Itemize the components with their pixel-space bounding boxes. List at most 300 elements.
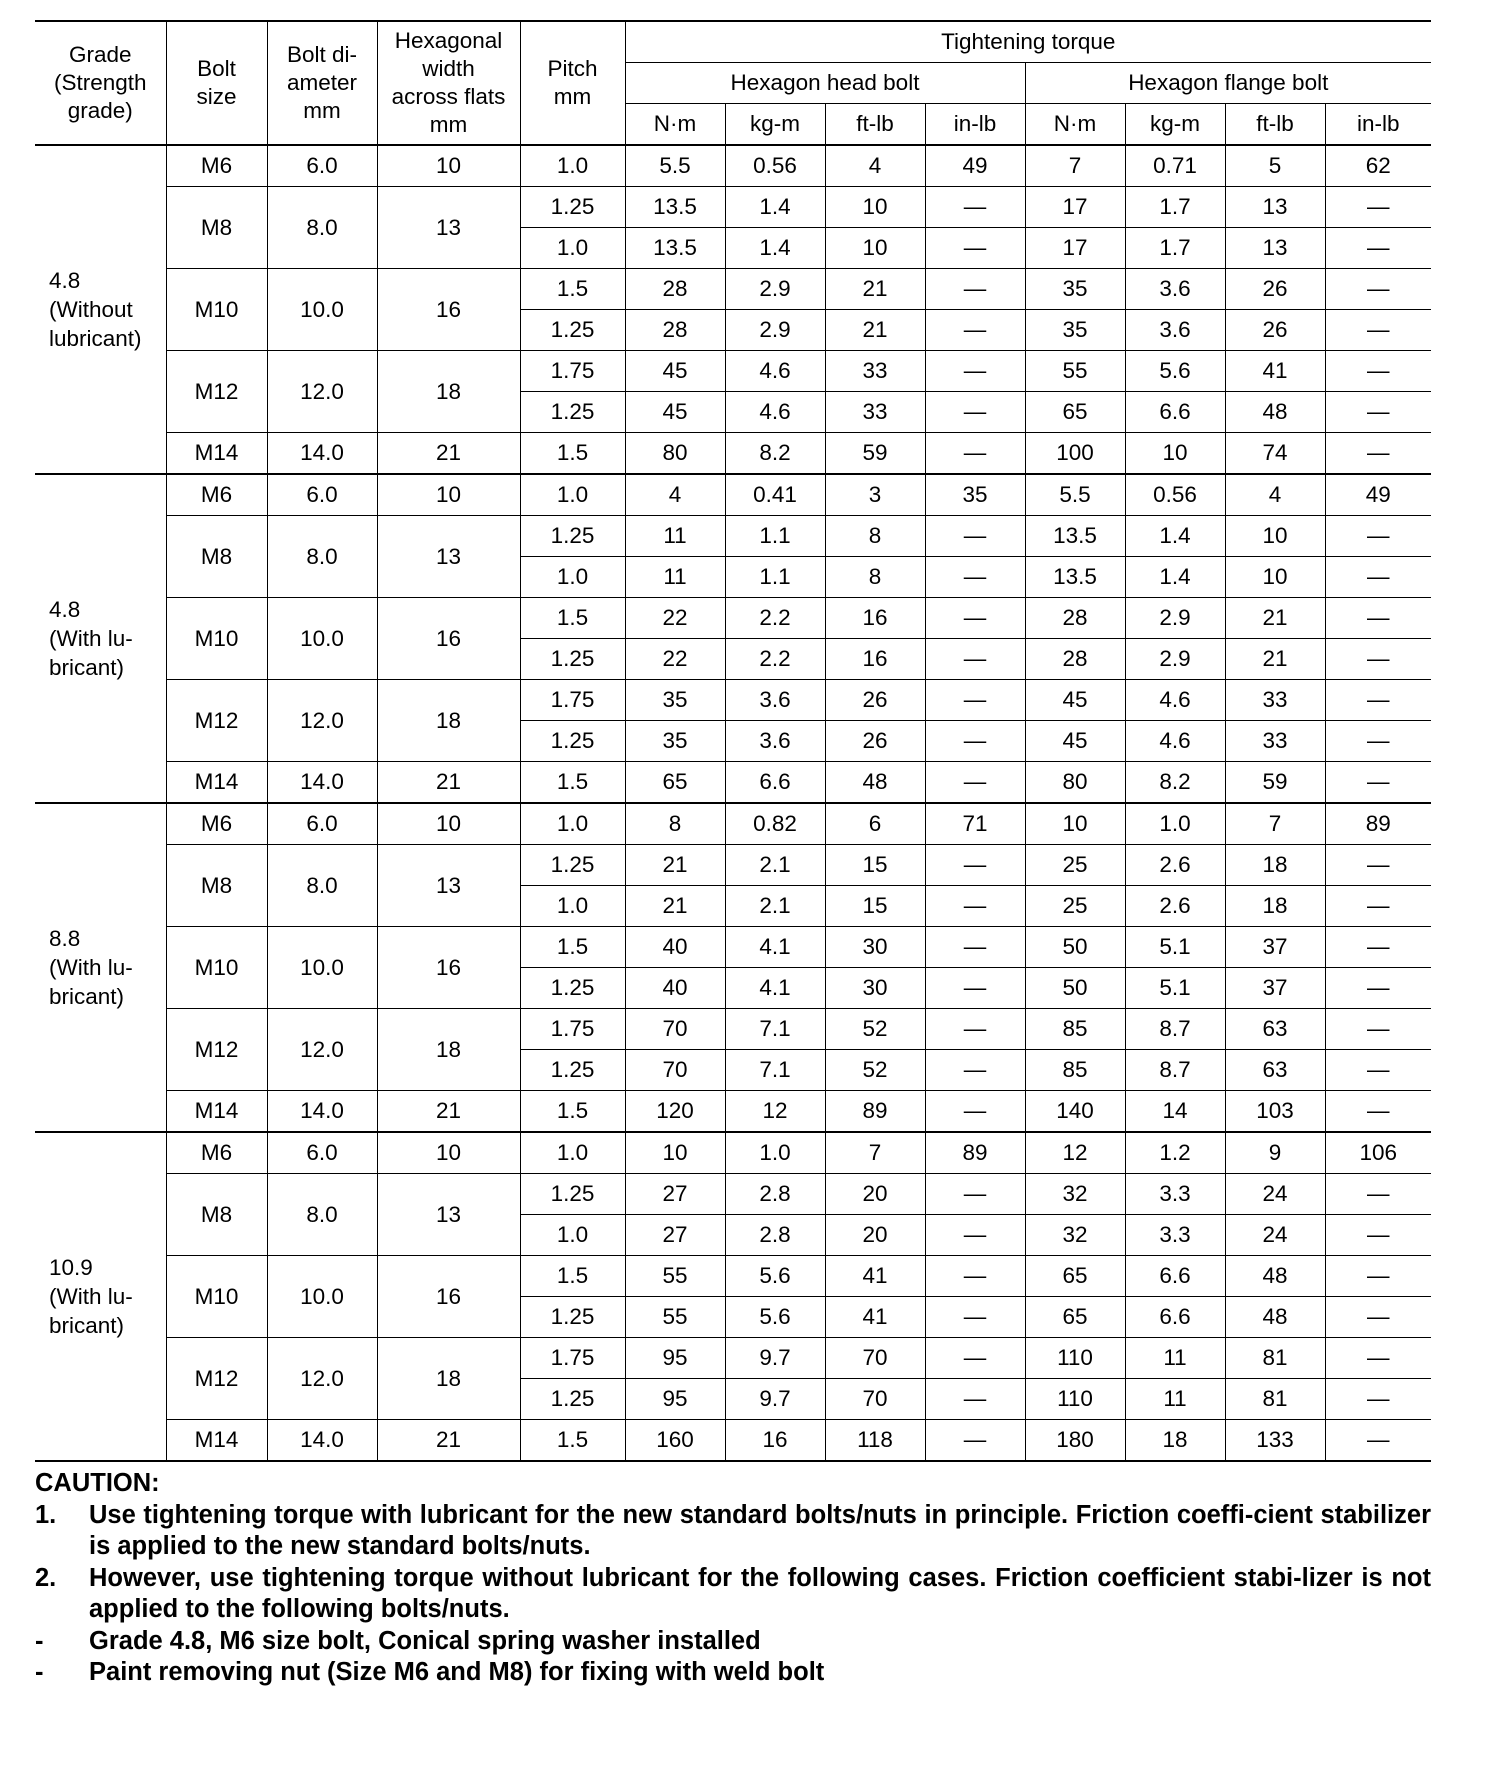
flange-nm-cell: 100 <box>1025 433 1125 475</box>
flange-inlb-cell: — <box>1325 721 1431 762</box>
bolt-diameter-cell: 10.0 <box>267 269 377 351</box>
flange-nm-cell: 13.5 <box>1025 516 1125 557</box>
head-inlb-cell: — <box>925 1009 1025 1050</box>
head-nm-cell: 22 <box>625 598 725 639</box>
flange-nm-cell: 5.5 <box>1025 474 1125 516</box>
pitch-cell: 1.5 <box>520 1256 625 1297</box>
flange-ftlb-cell: 24 <box>1225 1174 1325 1215</box>
bolt-size-cell: M6 <box>166 145 267 187</box>
head-nm-cell: 55 <box>625 1297 725 1338</box>
head-inlb-cell: — <box>925 516 1025 557</box>
head-nm-cell: 95 <box>625 1379 725 1420</box>
caution-item-marker: 1. <box>35 1500 57 1529</box>
flange-ftlb-cell: 33 <box>1225 680 1325 721</box>
head-kgm-cell: 1.4 <box>725 228 825 269</box>
flange-ftlb-cell: 21 <box>1225 598 1325 639</box>
hex-width-cell: 21 <box>377 1091 520 1133</box>
flange-nm-cell: 25 <box>1025 886 1125 927</box>
bolt-size-cell: M6 <box>166 474 267 516</box>
table-row <box>35 762 1431 804</box>
head-inlb-cell: 71 <box>925 803 1025 845</box>
head-kgm-cell: 1.1 <box>725 516 825 557</box>
flange-ftlb-cell: 81 <box>1225 1379 1325 1420</box>
head-ftlb-cell: 52 <box>825 1050 925 1091</box>
head-nm-cell: 21 <box>625 886 725 927</box>
flange-inlb-cell: — <box>1325 392 1431 433</box>
head-inlb-cell: — <box>925 639 1025 680</box>
table-row <box>35 474 1431 516</box>
grade-group <box>35 803 1431 1132</box>
head-kgm-cell: 8.2 <box>725 433 825 475</box>
header-bolt-diameter: Bolt di- ameter mm <box>267 21 377 145</box>
pitch-cell: 1.5 <box>520 762 625 804</box>
head-kgm-cell: 2.1 <box>725 886 825 927</box>
table-row <box>35 187 1431 228</box>
flange-kgm-cell: 1.0 <box>1125 803 1225 845</box>
flange-ftlb-cell: 81 <box>1225 1338 1325 1379</box>
flange-inlb-cell: 62 <box>1325 145 1431 187</box>
head-inlb-cell: — <box>925 762 1025 804</box>
hex-width-cell: 21 <box>377 1420 520 1462</box>
head-inlb-cell: — <box>925 1256 1025 1297</box>
pitch-cell: 1.75 <box>520 680 625 721</box>
flange-nm-cell: 35 <box>1025 269 1125 310</box>
flange-ftlb-cell: 37 <box>1225 968 1325 1009</box>
flange-inlb-cell: — <box>1325 516 1431 557</box>
head-inlb-cell: — <box>925 1379 1025 1420</box>
head-nm-cell: 40 <box>625 927 725 968</box>
flange-kgm-cell: 11 <box>1125 1379 1225 1420</box>
flange-nm-cell: 140 <box>1025 1091 1125 1133</box>
flange-ftlb-cell: 33 <box>1225 721 1325 762</box>
pitch-cell: 1.5 <box>520 927 625 968</box>
head-ftlb-cell: 26 <box>825 721 925 762</box>
bolt-size-cell: M6 <box>166 803 267 845</box>
unit-flange-kgm: kg-m <box>1125 104 1225 146</box>
flange-kgm-cell: 1.4 <box>1125 516 1225 557</box>
header-hexagon-head-bolt: Hexagon head bolt <box>625 63 1025 104</box>
flange-nm-cell: 32 <box>1025 1174 1125 1215</box>
table-row <box>35 1420 1431 1462</box>
flange-kgm-cell: 3.3 <box>1125 1174 1225 1215</box>
pitch-cell: 1.25 <box>520 968 625 1009</box>
bolt-size-cell: M10 <box>166 598 267 680</box>
pitch-cell: 1.5 <box>520 1420 625 1462</box>
flange-ftlb-cell: 10 <box>1225 516 1325 557</box>
flange-ftlb-cell: 21 <box>1225 639 1325 680</box>
head-ftlb-cell: 15 <box>825 845 925 886</box>
flange-ftlb-cell: 5 <box>1225 145 1325 187</box>
caution-item-text: Paint removing nut (Size M6 and M8) for fixing with weld bolt <box>89 1658 825 1686</box>
head-ftlb-cell: 20 <box>825 1215 925 1256</box>
hex-width-cell: 16 <box>377 598 520 680</box>
flange-kgm-cell: 0.71 <box>1125 145 1225 187</box>
hex-width-cell: 16 <box>377 1256 520 1338</box>
head-ftlb-cell: 59 <box>825 433 925 475</box>
grade-line: 4.8 <box>49 597 81 622</box>
pitch-cell: 1.75 <box>520 1009 625 1050</box>
flange-ftlb-cell: 74 <box>1225 433 1325 475</box>
head-inlb-cell: — <box>925 1297 1025 1338</box>
hex-width-cell: 13 <box>377 1174 520 1256</box>
head-kgm-cell: 4.6 <box>725 392 825 433</box>
caution-title: CAUTION: <box>35 1469 160 1497</box>
head-inlb-cell: — <box>925 1215 1025 1256</box>
head-kgm-cell: 2.8 <box>725 1215 825 1256</box>
flange-nm-cell: 25 <box>1025 845 1125 886</box>
bolt-size-cell: M14 <box>166 1091 267 1133</box>
flange-ftlb-cell: 7 <box>1225 803 1325 845</box>
pitch-cell: 1.25 <box>520 845 625 886</box>
head-ftlb-cell: 16 <box>825 639 925 680</box>
bolt-size-cell: M10 <box>166 927 267 1009</box>
flange-ftlb-cell: 103 <box>1225 1091 1325 1133</box>
head-ftlb-cell: 52 <box>825 1009 925 1050</box>
head-ftlb-cell: 70 <box>825 1379 925 1420</box>
bolt-diameter-cell: 8.0 <box>267 845 377 927</box>
flange-inlb-cell: — <box>1325 310 1431 351</box>
grade-line: (With lu- <box>49 1284 133 1309</box>
hex-width-cell: 18 <box>377 1009 520 1091</box>
head-nm-cell: 80 <box>625 433 725 475</box>
pitch-cell: 1.25 <box>520 1379 625 1420</box>
flange-kgm-cell: 2.6 <box>1125 845 1225 886</box>
caution-item-marker: 2. <box>35 1563 57 1592</box>
pitch-cell: 1.0 <box>520 803 625 845</box>
bolt-diameter-cell: 6.0 <box>267 1132 377 1174</box>
head-inlb-cell: 35 <box>925 474 1025 516</box>
torque-spec-sheet <box>35 20 1431 1689</box>
head-ftlb-cell: 8 <box>825 516 925 557</box>
flange-ftlb-cell: 26 <box>1225 269 1325 310</box>
caution-item-marker: - <box>35 1658 44 1686</box>
flange-inlb-cell: 89 <box>1325 803 1431 845</box>
head-kgm-cell: 5.6 <box>725 1256 825 1297</box>
head-inlb-cell: — <box>925 721 1025 762</box>
flange-ftlb-cell: 48 <box>1225 1297 1325 1338</box>
flange-kgm-cell: 5.6 <box>1125 351 1225 392</box>
flange-kgm-cell: 6.6 <box>1125 1297 1225 1338</box>
hex-width-cell: 18 <box>377 351 520 433</box>
flange-nm-cell: 50 <box>1025 927 1125 968</box>
head-nm-cell: 45 <box>625 392 725 433</box>
head-inlb-cell: — <box>925 968 1025 1009</box>
bolt-size-cell: M12 <box>166 1009 267 1091</box>
flange-ftlb-cell: 13 <box>1225 187 1325 228</box>
grade-line: 4.8 <box>49 268 81 293</box>
head-nm-cell: 28 <box>625 310 725 351</box>
flange-kgm-cell: 6.6 <box>1125 1256 1225 1297</box>
flange-ftlb-cell: 59 <box>1225 762 1325 804</box>
caution-item-marker: - <box>35 1626 44 1655</box>
flange-kgm-cell: 3.3 <box>1125 1215 1225 1256</box>
head-inlb-cell: 89 <box>925 1132 1025 1174</box>
caution-item <box>35 1657 1431 1689</box>
flange-nm-cell: 35 <box>1025 310 1125 351</box>
flange-inlb-cell: — <box>1325 557 1431 598</box>
flange-inlb-cell: 106 <box>1325 1132 1431 1174</box>
bolt-size-cell: M8 <box>166 1174 267 1256</box>
hex-width-cell: 18 <box>377 1338 520 1420</box>
flange-kgm-cell: 8.7 <box>1125 1009 1225 1050</box>
unit-head-nm: N·m <box>625 104 725 146</box>
hex-width-cell: 10 <box>377 474 520 516</box>
bolt-diameter-cell: 6.0 <box>267 803 377 845</box>
head-nm-cell: 40 <box>625 968 725 1009</box>
unit-flange-ftlb: ft-lb <box>1225 104 1325 146</box>
grade-line: bricant) <box>49 655 125 680</box>
head-nm-cell: 5.5 <box>625 145 725 187</box>
flange-nm-cell: 85 <box>1025 1050 1125 1091</box>
head-inlb-cell: — <box>925 392 1025 433</box>
table-row <box>35 1132 1431 1174</box>
head-kgm-cell: 4.6 <box>725 351 825 392</box>
flange-inlb-cell: — <box>1325 1009 1431 1050</box>
flange-nm-cell: 45 <box>1025 680 1125 721</box>
head-kgm-cell: 6.6 <box>725 762 825 804</box>
head-kgm-cell: 1.1 <box>725 557 825 598</box>
caution-item-text: Use tightening torque with lubricant for the new standard bolts/nuts in principle. Friction coeffi-cient stabilizer is applied to the new standard bolts/nuts. <box>89 1500 1431 1560</box>
hex-width-cell: 16 <box>377 269 520 351</box>
head-ftlb-cell: 48 <box>825 762 925 804</box>
flange-kgm-cell: 1.4 <box>1125 557 1225 598</box>
head-kgm-cell: 3.6 <box>725 680 825 721</box>
flange-kgm-cell: 2.6 <box>1125 886 1225 927</box>
unit-head-ftlb: ft-lb <box>825 104 925 146</box>
unit-flange-inlb: in-lb <box>1325 104 1431 146</box>
grade-line: 8.8 <box>49 926 81 951</box>
flange-kgm-cell: 4.6 <box>1125 721 1225 762</box>
flange-nm-cell: 28 <box>1025 639 1125 680</box>
header-hexagon-flange-bolt: Hexagon flange bolt <box>1025 63 1431 104</box>
caution-item-text: Grade 4.8, M6 size bolt, Conical spring washer installed <box>89 1626 761 1655</box>
caution-item <box>35 1563 1431 1626</box>
caution-item <box>35 1626 1431 1658</box>
grade-line: (With lu- <box>49 955 133 980</box>
pitch-cell: 1.5 <box>520 598 625 639</box>
head-nm-cell: 70 <box>625 1050 725 1091</box>
pitch-cell: 1.25 <box>520 187 625 228</box>
head-kgm-cell: 7.1 <box>725 1009 825 1050</box>
table-row <box>35 598 1431 639</box>
flange-nm-cell: 80 <box>1025 762 1125 804</box>
flange-ftlb-cell: 63 <box>1225 1009 1325 1050</box>
flange-kgm-cell: 6.6 <box>1125 392 1225 433</box>
head-inlb-cell: — <box>925 1420 1025 1462</box>
head-ftlb-cell: 41 <box>825 1297 925 1338</box>
head-kgm-cell: 4.1 <box>725 968 825 1009</box>
table-row <box>35 680 1431 721</box>
flange-inlb-cell: — <box>1325 228 1431 269</box>
table-row <box>35 1009 1431 1050</box>
grade-cell <box>35 145 166 474</box>
head-ftlb-cell: 30 <box>825 968 925 1009</box>
flange-ftlb-cell: 133 <box>1225 1420 1325 1462</box>
pitch-cell: 1.75 <box>520 351 625 392</box>
flange-inlb-cell: — <box>1325 269 1431 310</box>
head-kgm-cell: 2.9 <box>725 310 825 351</box>
bolt-size-cell: M8 <box>166 516 267 598</box>
head-ftlb-cell: 118 <box>825 1420 925 1462</box>
caution-section <box>35 1468 1431 1689</box>
bolt-diameter-cell: 8.0 <box>267 1174 377 1256</box>
pitch-cell: 1.0 <box>520 886 625 927</box>
bolt-diameter-cell: 14.0 <box>267 762 377 804</box>
head-nm-cell: 4 <box>625 474 725 516</box>
flange-ftlb-cell: 41 <box>1225 351 1325 392</box>
flange-kgm-cell: 8.2 <box>1125 762 1225 804</box>
hex-width-cell: 21 <box>377 433 520 475</box>
head-ftlb-cell: 15 <box>825 886 925 927</box>
grade-group <box>35 474 1431 803</box>
head-inlb-cell: — <box>925 886 1025 927</box>
flange-ftlb-cell: 37 <box>1225 927 1325 968</box>
head-nm-cell: 65 <box>625 762 725 804</box>
head-kgm-cell: 7.1 <box>725 1050 825 1091</box>
flange-ftlb-cell: 26 <box>1225 310 1325 351</box>
grade-line: (Without <box>49 297 133 322</box>
flange-kgm-cell: 1.2 <box>1125 1132 1225 1174</box>
flange-kgm-cell: 3.6 <box>1125 310 1225 351</box>
bolt-diameter-cell: 10.0 <box>267 598 377 680</box>
table-row <box>35 433 1431 475</box>
pitch-cell: 1.25 <box>520 1174 625 1215</box>
flange-kgm-cell: 11 <box>1125 1338 1225 1379</box>
head-kgm-cell: 16 <box>725 1420 825 1462</box>
head-nm-cell: 27 <box>625 1215 725 1256</box>
bolt-diameter-cell: 8.0 <box>267 187 377 269</box>
table-row <box>35 1174 1431 1215</box>
table-row <box>35 1091 1431 1133</box>
head-ftlb-cell: 89 <box>825 1091 925 1133</box>
table-row <box>35 145 1431 187</box>
head-inlb-cell: — <box>925 1174 1025 1215</box>
flange-nm-cell: 45 <box>1025 721 1125 762</box>
head-inlb-cell: — <box>925 927 1025 968</box>
head-inlb-cell: — <box>925 187 1025 228</box>
head-ftlb-cell: 3 <box>825 474 925 516</box>
head-inlb-cell: — <box>925 310 1025 351</box>
head-inlb-cell: — <box>925 269 1025 310</box>
unit-head-kgm: kg-m <box>725 104 825 146</box>
bolt-diameter-cell: 12.0 <box>267 1009 377 1091</box>
flange-ftlb-cell: 13 <box>1225 228 1325 269</box>
head-nm-cell: 10 <box>625 1132 725 1174</box>
table-row <box>35 1338 1431 1379</box>
bolt-size-cell: M6 <box>166 1132 267 1174</box>
head-kgm-cell: 1.0 <box>725 1132 825 1174</box>
flange-nm-cell: 17 <box>1025 187 1125 228</box>
head-ftlb-cell: 33 <box>825 392 925 433</box>
pitch-cell: 1.0 <box>520 228 625 269</box>
flange-inlb-cell: — <box>1325 886 1431 927</box>
flange-inlb-cell: — <box>1325 1050 1431 1091</box>
flange-kgm-cell: 14 <box>1125 1091 1225 1133</box>
grade-cell <box>35 1132 166 1461</box>
flange-inlb-cell: — <box>1325 1215 1431 1256</box>
hex-width-cell: 10 <box>377 145 520 187</box>
torque-table <box>35 20 1431 1462</box>
flange-nm-cell: 32 <box>1025 1215 1125 1256</box>
flange-inlb-cell: — <box>1325 762 1431 804</box>
grade-cell <box>35 474 166 803</box>
flange-inlb-cell: 49 <box>1325 474 1431 516</box>
flange-kgm-cell: 4.6 <box>1125 680 1225 721</box>
head-ftlb-cell: 41 <box>825 1256 925 1297</box>
flange-kgm-cell: 2.9 <box>1125 639 1225 680</box>
bolt-diameter-cell: 12.0 <box>267 351 377 433</box>
flange-nm-cell: 65 <box>1025 392 1125 433</box>
bolt-size-cell: M14 <box>166 433 267 475</box>
head-inlb-cell: 49 <box>925 145 1025 187</box>
pitch-cell: 1.5 <box>520 1091 625 1133</box>
flange-kgm-cell: 1.7 <box>1125 228 1225 269</box>
pitch-cell: 1.25 <box>520 639 625 680</box>
head-ftlb-cell: 30 <box>825 927 925 968</box>
pitch-cell: 1.0 <box>520 557 625 598</box>
head-kgm-cell: 5.6 <box>725 1297 825 1338</box>
head-nm-cell: 35 <box>625 721 725 762</box>
pitch-cell: 1.75 <box>520 1338 625 1379</box>
pitch-cell: 1.25 <box>520 1297 625 1338</box>
grade-line: 10.9 <box>49 1255 93 1280</box>
head-kgm-cell: 4.1 <box>725 927 825 968</box>
head-nm-cell: 27 <box>625 1174 725 1215</box>
flange-ftlb-cell: 10 <box>1225 557 1325 598</box>
pitch-cell: 1.25 <box>520 392 625 433</box>
table-row <box>35 845 1431 886</box>
head-ftlb-cell: 20 <box>825 1174 925 1215</box>
header-tightening-torque: Tightening torque <box>625 21 1431 63</box>
grade-group <box>35 145 1431 474</box>
grade-cell <box>35 803 166 1132</box>
head-nm-cell: 70 <box>625 1009 725 1050</box>
flange-nm-cell: 65 <box>1025 1297 1125 1338</box>
head-nm-cell: 21 <box>625 845 725 886</box>
table-row <box>35 516 1431 557</box>
pitch-cell: 1.25 <box>520 721 625 762</box>
pitch-cell: 1.25 <box>520 310 625 351</box>
head-ftlb-cell: 33 <box>825 351 925 392</box>
flange-inlb-cell: — <box>1325 968 1431 1009</box>
flange-nm-cell: 12 <box>1025 1132 1125 1174</box>
bolt-diameter-cell: 12.0 <box>267 680 377 762</box>
head-ftlb-cell: 26 <box>825 680 925 721</box>
head-kgm-cell: 2.1 <box>725 845 825 886</box>
head-nm-cell: 8 <box>625 803 725 845</box>
grade-line: lubricant) <box>49 326 142 351</box>
flange-kgm-cell: 8.7 <box>1125 1050 1225 1091</box>
table-row <box>35 1256 1431 1297</box>
head-ftlb-cell: 16 <box>825 598 925 639</box>
bolt-size-cell: M12 <box>166 351 267 433</box>
head-nm-cell: 13.5 <box>625 228 725 269</box>
pitch-cell: 1.25 <box>520 1050 625 1091</box>
flange-inlb-cell: — <box>1325 927 1431 968</box>
head-kgm-cell: 2.2 <box>725 639 825 680</box>
bolt-diameter-cell: 14.0 <box>267 1091 377 1133</box>
head-kgm-cell: 2.8 <box>725 1174 825 1215</box>
flange-ftlb-cell: 48 <box>1225 392 1325 433</box>
bolt-diameter-cell: 14.0 <box>267 433 377 475</box>
header-grade: Grade (Strength grade) <box>35 21 166 145</box>
hex-width-cell: 10 <box>377 1132 520 1174</box>
head-nm-cell: 95 <box>625 1338 725 1379</box>
flange-nm-cell: 28 <box>1025 598 1125 639</box>
flange-inlb-cell: — <box>1325 639 1431 680</box>
bolt-size-cell: M8 <box>166 845 267 927</box>
head-ftlb-cell: 7 <box>825 1132 925 1174</box>
